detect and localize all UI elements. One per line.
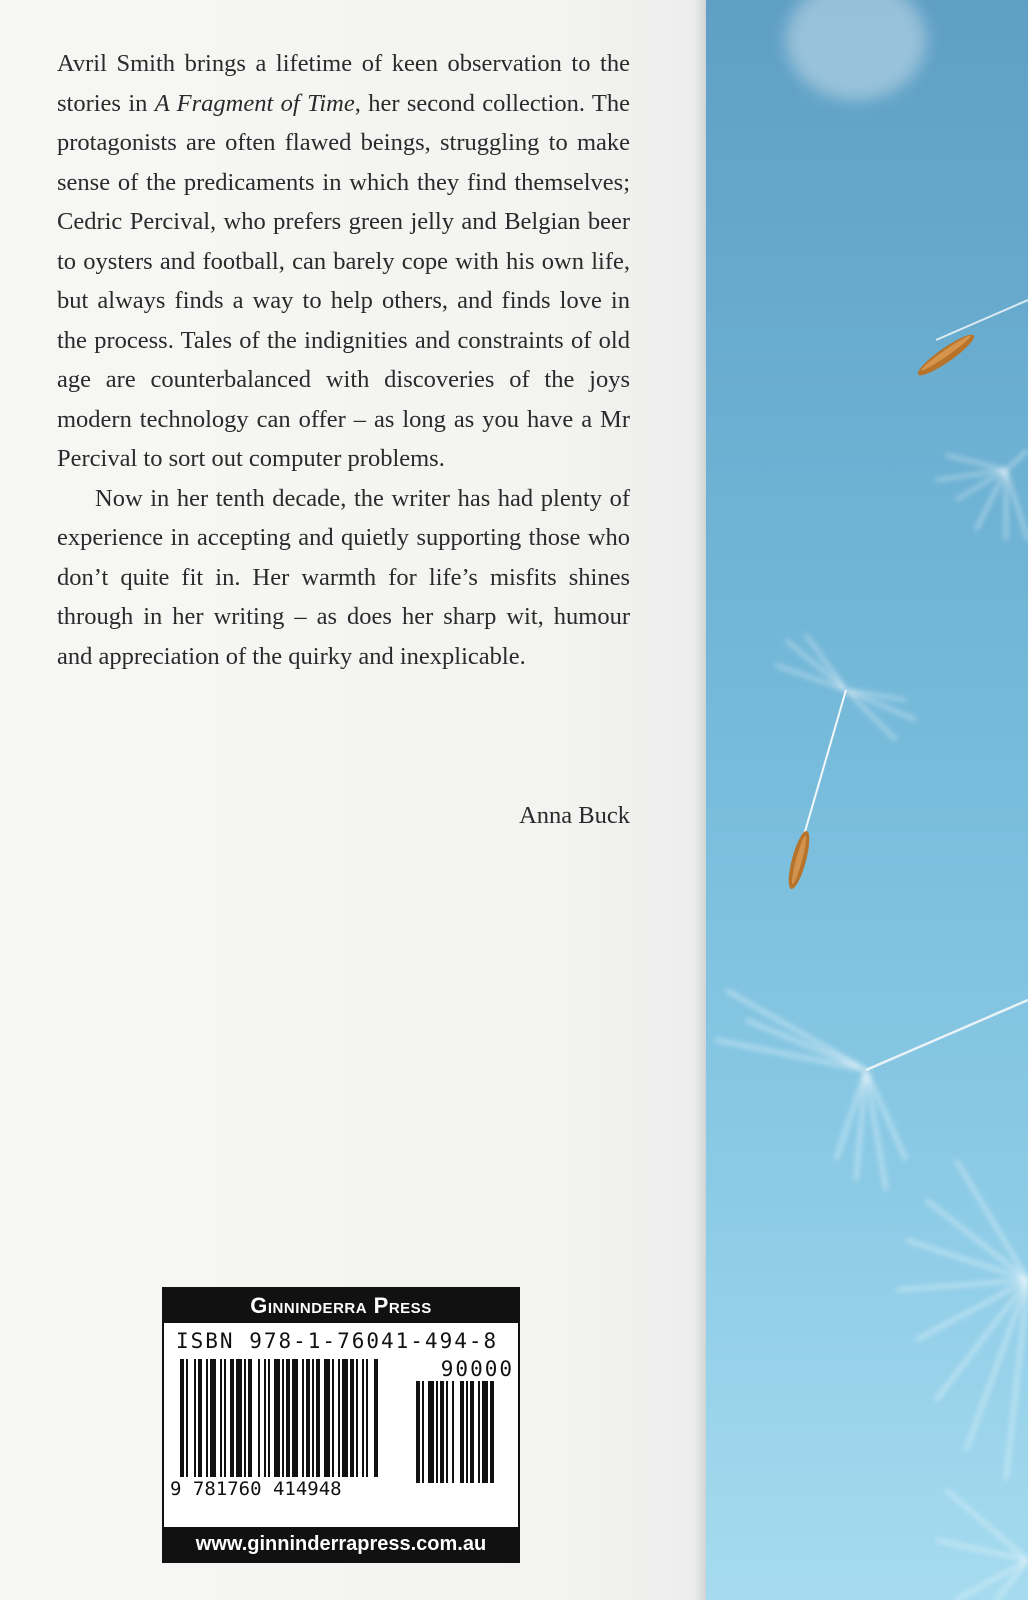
barcode-bar [356,1359,358,1483]
isbn-number: ISBN 978-1-76041-494-8 [176,1329,499,1353]
barcode-bar [306,1359,310,1483]
barcode-bar [244,1359,246,1483]
barcode-bar [338,1359,340,1483]
publisher-label: Ginninderra Press [250,1293,432,1318]
publisher-website: www.ginninderrapress.com.au [164,1527,518,1561]
barcode-bar [180,1359,184,1483]
dandelion-seed-5 [896,1160,1028,1480]
addon-barcode-bar [440,1381,444,1483]
barcode-bar [236,1359,242,1483]
addon-barcode-bar [482,1381,488,1483]
barcode-bar [258,1359,260,1483]
dandelion-seed-1 [914,300,1028,380]
barcode-digits: 9 781760 414948 [170,1477,410,1501]
addon-barcode-bar [452,1381,454,1483]
dandelion-seed-2 [936,450,1028,540]
dandelion-seeds-illustration [706,0,1028,1600]
blurb-p1-part2: , her second collection. The protagonists are often flawed beings, struggling to make sense of the predicaments in which they find themselves; Cedric Percival, who prefers green jelly and Belgian beer to oysters and football, can barely cope with his own life, but always finds a way to help others, and finds love in the process. Tales of the indignities and constraints of old age are counterbalanced with discoveries of the joys modern technology can offer – as long as you have a Mr Percival to sort out computer problems. [57,89,630,472]
addon-barcode-bar [436,1381,438,1483]
addon-barcode-bar [460,1381,464,1483]
barcode-bar [316,1359,320,1483]
barcode-bar [366,1359,368,1483]
barcode-bar [324,1359,330,1483]
dandelion-seed-4 [716,990,1028,1190]
barcode-bar [198,1359,202,1483]
barcode-bar [230,1359,234,1483]
barcode-bar [206,1359,208,1483]
barcode-bar [194,1359,196,1483]
dandelion-seed-6 [936,1490,1028,1600]
reviewer-signature: Anna Buck [519,802,630,829]
addon-barcode-bar [428,1381,434,1483]
barcode-bar [286,1359,290,1483]
price-code: 90000 [440,1357,514,1381]
addon-barcode-bar [490,1381,494,1483]
barcode-bar [186,1359,188,1483]
addon-barcode-bar [478,1381,480,1483]
barcode-bar [312,1359,314,1483]
barcode-bar [282,1359,284,1483]
light-glare [786,0,926,100]
addon-barcode-bar [446,1381,448,1483]
addon-barcode-bar [466,1381,468,1483]
barcode-bar [332,1359,334,1483]
blurb-paragraph-1 [57,44,630,479]
publisher-name [164,1289,518,1323]
barcode-bar [342,1359,348,1483]
book-title: A Fragment of Time [154,89,355,117]
blurb-paragraph-2: Now in her tenth decade, the writer has had plenty of experience in accepting and quietly supporting those who don’t quite fit in. Her warmth for life’s misfits shines through in her writing – as does her sharp wit, humour and appreciation of the quirky and inexplicable. [57,484,630,670]
blurb-p1-part1: Avril Smith brings a lifetime of keen observation to the stories in [57,50,630,117]
addon-barcode-bar [422,1381,424,1483]
barcode-bar [248,1359,252,1483]
barcode-bar [210,1359,216,1483]
dandelion-sky-image [706,0,1028,1600]
barcode-bar [274,1359,280,1483]
barcode-bar [374,1359,378,1483]
addon-barcode-bar [416,1381,420,1483]
barcode-bar [362,1359,364,1483]
addon-barcode-bar [470,1381,474,1483]
barcode-image [176,1359,516,1483]
barcode-bar [350,1359,354,1483]
barcode-bar [224,1359,226,1483]
barcode-block [162,1287,520,1563]
blurb-text [57,44,630,676]
barcode-bar [268,1359,270,1483]
barcode-bar [292,1359,298,1483]
barcode-bar [264,1359,266,1483]
barcode-bar [220,1359,222,1483]
dandelion-seed-3 [776,635,916,891]
barcode-bar [302,1359,304,1483]
